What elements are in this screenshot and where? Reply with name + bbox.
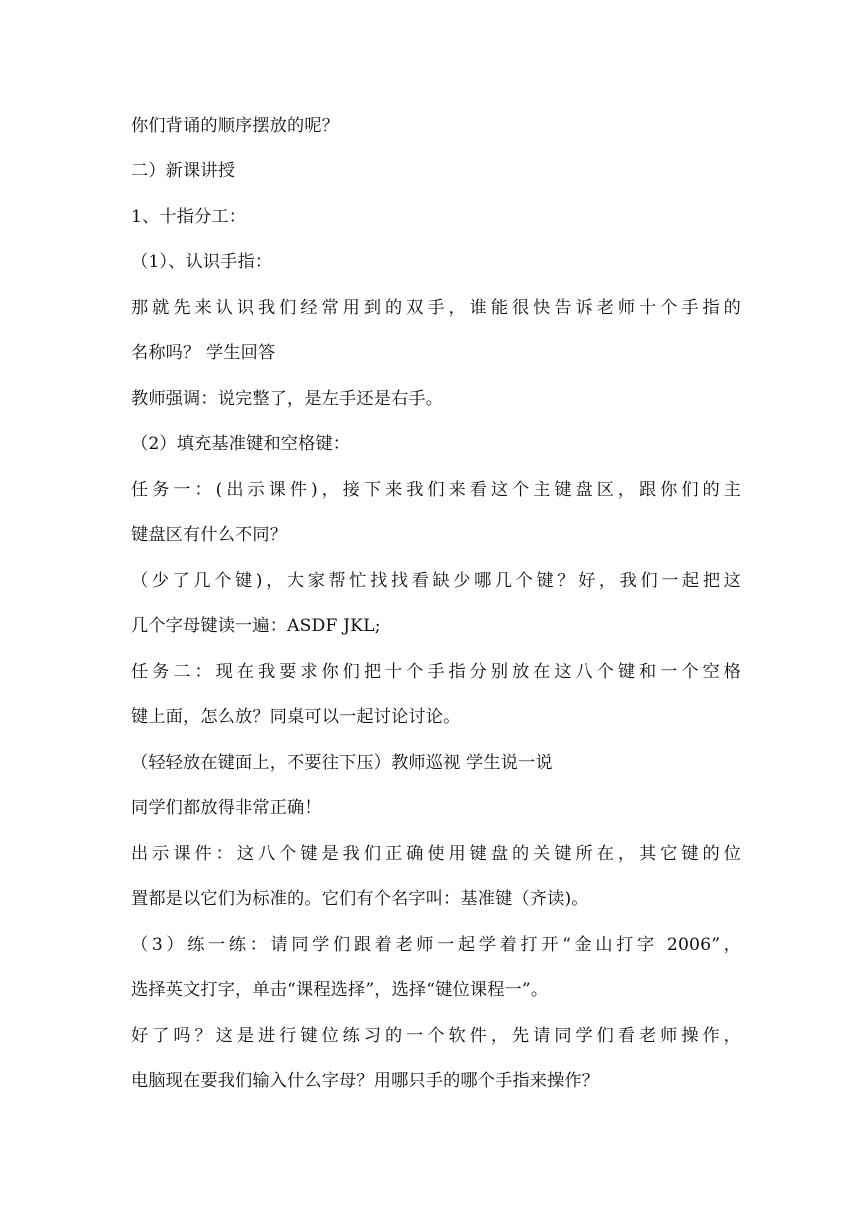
text-line: 选择英文打字，单击“课程选择”，选择“键位课程一”。	[131, 980, 549, 1000]
subsection-heading: （2）填充基准键和空格键：	[131, 434, 351, 454]
text-line: （少了几个键)，大家帮忙找找看缺少哪几个键？好，我们一起把这	[131, 571, 741, 591]
text-line: 置都是以它们为标准的。它们有个名字叫：基准键（齐读)。	[131, 889, 589, 909]
text-line: 键上面，怎么放？同桌可以一起讨论讨论。	[131, 707, 461, 727]
text-line: 你们背诵的顺序摆放的呢？	[131, 116, 340, 136]
text-line: 同学们都放得非常正确！	[131, 798, 322, 818]
text-line: 出示课件：这八个键是我们正确使用键盘的关键所在，其它键的位	[131, 844, 741, 864]
subsection-heading: （3）练一练：请同学们跟着老师一起学着打开“金山打字 2006”，	[131, 935, 741, 955]
text-line: 好了吗？这是进行键位练习的一个软件，先请同学们看老师操作，	[131, 1026, 741, 1046]
text-line: 教师强调：说完整了，是左手还是右手。	[131, 389, 444, 409]
text-line: （轻轻放在键面上，不要往下压）教师巡视 学生说一说	[131, 753, 553, 773]
subsection-heading: 1、十指分工：	[131, 207, 247, 227]
text-line: 名称吗？ 学生回答	[131, 343, 276, 363]
text-line: 任务二：现在我要求你们把十个手指分别放在这八个键和一个空格	[131, 662, 741, 682]
text-line: 任务一：(出示课件)，接下来我们来看这个主键盘区，跟你们的主	[131, 480, 741, 500]
text-line: 电脑现在要我们输入什么字母？用哪只手的哪个手指来操作？	[131, 1071, 600, 1091]
text-line: 那就先来认识我们经常用到的双手，谁能很快告诉老师十个手指的	[131, 298, 741, 318]
text-line: 几个字母键读一遍：ASDF JKL;	[131, 616, 381, 636]
section-heading: 二）新课讲授	[131, 161, 236, 181]
subsection-heading: （1）、认识手指：	[131, 252, 273, 272]
text-line: 键盘区有什么不同？	[131, 525, 288, 545]
